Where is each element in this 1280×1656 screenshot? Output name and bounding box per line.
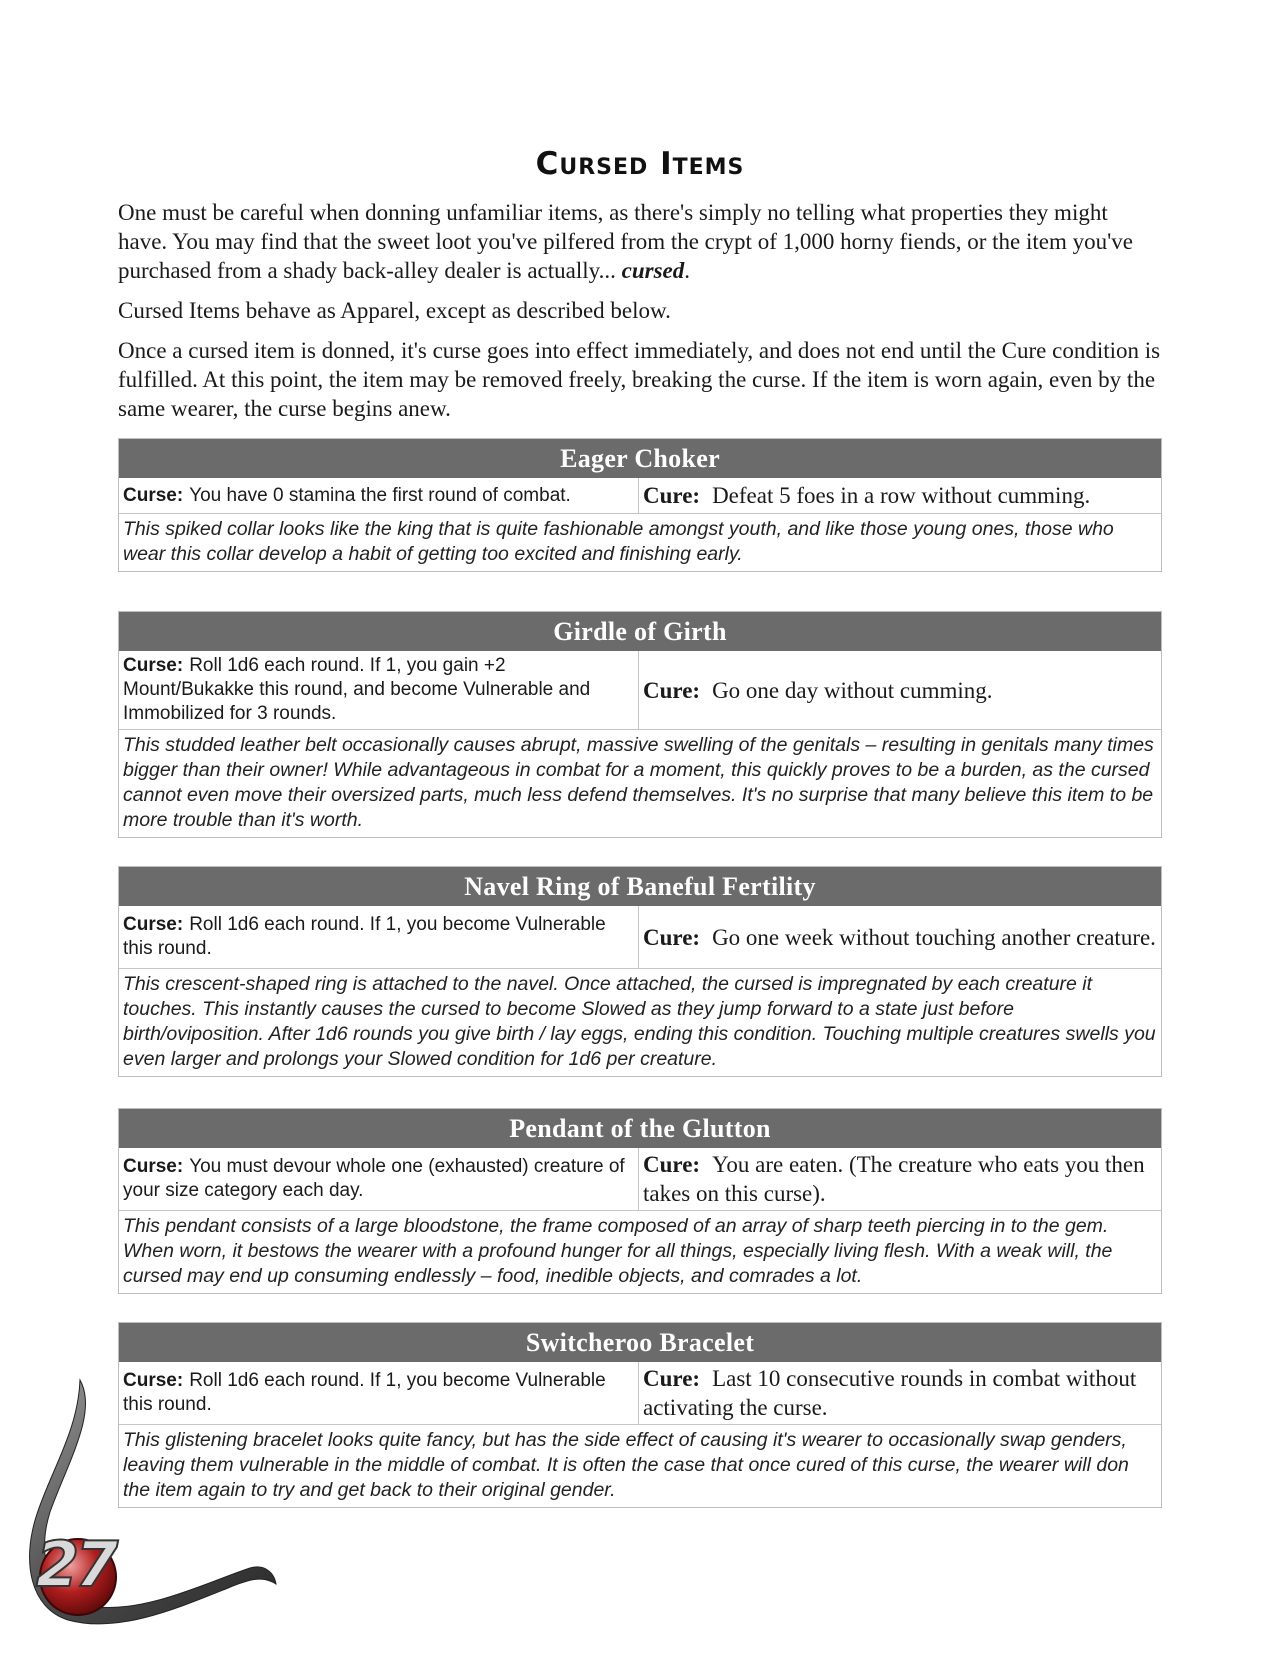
cure-label: Cure: (643, 1152, 701, 1177)
curse-text: Roll 1d6 each round. If 1, you become Vulnerable this round. (123, 914, 606, 959)
curse-cell (119, 1148, 639, 1210)
cure-label: Cure: (643, 677, 701, 703)
item-name: Girdle of Girth (119, 612, 1161, 651)
item-description: This glistening bracelet looks quite fancy, but has the side effect of causing it's wearer to occasionally swap genders, leaving them vulnerable in the middle of combat. It is often the case that once cured of this curse, the wearer will don the item again to try and get back to their original gender. (123, 1429, 1129, 1501)
intro-paragraph-2: Cursed Items behave as Apparel, except as described below. (118, 298, 671, 323)
curse-label: Curse: (123, 1370, 184, 1391)
cure-label: Cure: (643, 924, 701, 950)
intro-paragraph-1-end: . (684, 258, 691, 283)
item-eager-choker (118, 438, 1162, 572)
curse-label: Curse: (123, 914, 184, 935)
item-effects-row (119, 1148, 1161, 1211)
item-navel-ring-of-baneful-fertility (118, 866, 1162, 1077)
item-name: Pendant of the Glutton (119, 1109, 1161, 1148)
intro-paragraph-1-emphasis: cursed (621, 258, 685, 283)
item-pendant-of-the-glutton (118, 1108, 1162, 1294)
cure-cell (639, 1148, 1161, 1210)
intro-paragraph-1 (118, 198, 1162, 285)
item-name: Navel Ring of Baneful Fertility (119, 867, 1161, 906)
page-title: Cursed Items (535, 146, 745, 182)
horn-ornament-icon (28, 1372, 278, 1642)
curse-cell (119, 478, 639, 513)
curse-cell (119, 651, 639, 729)
item-description: This crescent-shaped ring is attached to the navel. Once attached, the cursed is impregnated by each creature it touches. This instantly causes the cursed to become Slowed as they jump forward to a state just before birth/oviposition. After 1d6 rounds you give birth / lay eggs, ending this condition. Touching multiple creatures swells you even larger and prolongs your Slowed condition for 1d6 per creature. (123, 973, 1156, 1070)
item-name: Eager Choker (119, 439, 1161, 478)
cure-text: Defeat 5 foes in a row without cumming. (712, 483, 1091, 508)
item-effects-row (119, 478, 1161, 514)
item-name: Switcheroo Bracelet (119, 1323, 1161, 1362)
item-effects-row (119, 651, 1161, 730)
page-number: 27 (36, 1528, 115, 1601)
curse-label: Curse: (123, 1156, 184, 1177)
item-description: This pendant consists of a large bloodstone, the frame composed of an array of sharp teeth piercing in to the gem. When worn, it bestows the wearer with a profound hunger for all things, especially living flesh. With a weak will, the cursed may end up consuming endlessly – food, inedible objects, and comrades a lot. (123, 1215, 1113, 1287)
curse-cell (119, 906, 639, 968)
intro-section (118, 198, 1162, 434)
cure-cell (639, 478, 1161, 513)
item-effects-row (119, 906, 1161, 969)
cure-text: Go one week without touching another creature. (712, 924, 1156, 950)
cure-text: Go one day without cumming. (712, 677, 993, 703)
cure-cell (639, 651, 1161, 729)
curse-label: Curse: (123, 655, 184, 676)
cure-label: Cure: (643, 1366, 701, 1391)
item-description: This spiked collar looks like the king that is quite fashionable amongst youth, and like those young ones, those who wear this collar develop a habit of getting too excited and finishing early. (123, 518, 1114, 565)
cure-text: Last 10 consecutive rounds in combat without activating the curse. (643, 1366, 1137, 1420)
curse-text: Roll 1d6 each round. If 1, you gain +2 Mount/Bukakke this round, and become Vulnerable and Immobilized for 3 rounds. (123, 655, 591, 724)
intro-paragraph-1-text: One must be careful when donning unfamiliar items, as there's simply no telling what properties they might have. You may find that the sweet loot you've pilfered from the crypt of 1,000 horny fiends, or the item you've purchased from a shady back-alley dealer is actually... (118, 200, 1133, 283)
cure-text: You are eaten. (The creature who eats you then takes on this curse). (643, 1152, 1145, 1206)
cure-cell (639, 906, 1161, 968)
item-girdle-of-girth (118, 611, 1162, 838)
intro-paragraph-3: Once a cursed item is donned, it's curse goes into effect immediately, and does not end until the Cure condition is fulfilled. At this point, the item may be removed freely, breaking the curse. If the item is worn again, even by the same wearer, the curse begins anew. (118, 338, 1161, 421)
cure-label: Cure: (643, 483, 701, 508)
curse-text: Roll 1d6 each round. If 1, you become Vulnerable this round. (123, 1370, 606, 1415)
curse-text: You must devour whole one (exhausted) creature of your size category each day. (123, 1156, 625, 1201)
curse-label: Curse: (123, 484, 184, 506)
cure-cell (639, 1362, 1161, 1424)
item-description: This studded leather belt occasionally causes abrupt, massive swelling of the genitals – resulting in genitals many times bigger than their owner! While advantageous in combat for a moment, this quickly proves to be a burden, as the cursed cannot even move their oversized parts, much less defend themselves. It's no surprise that many believe this item to be more trouble than it's worth. (123, 734, 1154, 831)
curse-text: You have 0 stamina the first round of combat. (189, 484, 571, 506)
